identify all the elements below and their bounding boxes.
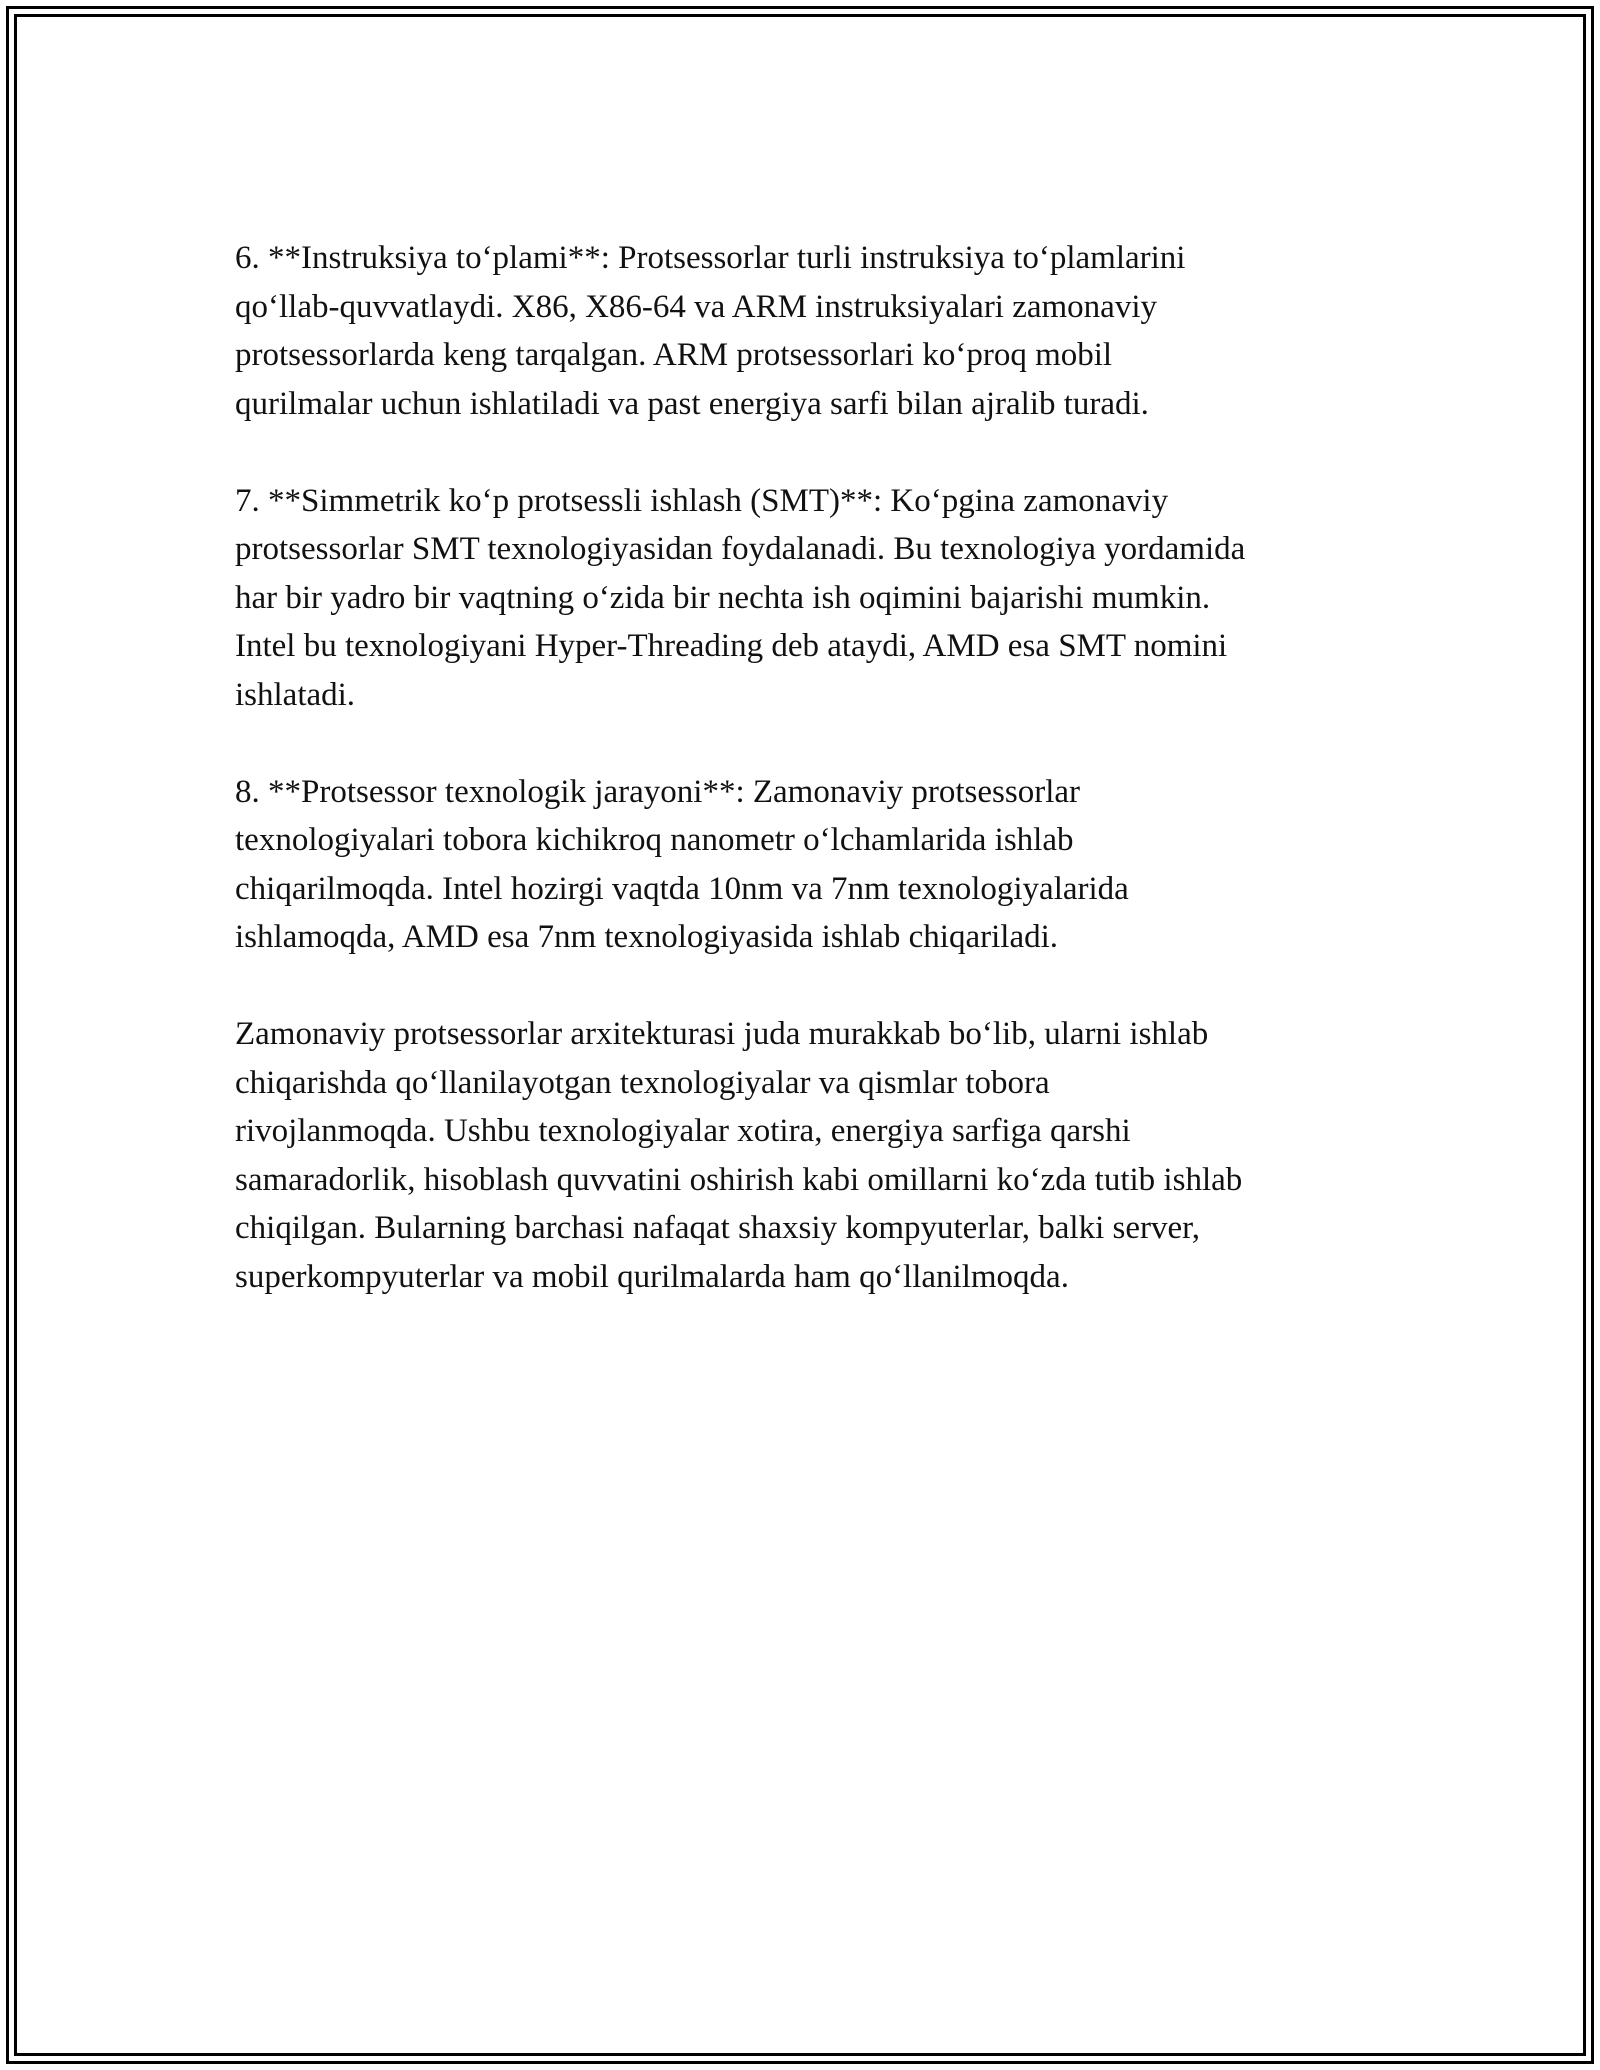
paragraph-instruction-set: 6. **Instruksiya to‘plami**: Protsessorlar turli instruksiya to‘plamlarini qo‘llab-quvvatlaydi. X86, X86-64 va ARM instruksiyalari zamonaviy protsessorlarda keng tarqalgan. ARM protsessorlari ko‘proq mobil qurilmalar uchun ishlatiladi va past energiya sarfi bilan ajralib turadi. (235, 240, 1186, 422)
document-body (235, 234, 1385, 1350)
paragraph-conclusion: Zamonaviy protsessorlar arxitekturasi juda murakkab bo‘lib, ularni ishlab chiqarishda qo‘llanilayotgan texnologiyalar va qismlar tobora rivojlanmoqda. Ushbu texnologiyalar xotira, energiya sarfiga qarshi samaradorlik, hisoblash quvvatini oshirish kabi omillarni ko‘zda tutib ishlab chiqilgan. Bularning barchasi nafaqat shaxsiy kompyuterlar, balki server, superkompyuterlar va mobil qurilmalarda ham qo‘llanilmoqda. (235, 1016, 1243, 1295)
paragraph-smt: 7. **Simmetrik ko‘p protsessli ishlash (SMT)**: Ko‘pgina zamonaviy protsessorlar SMT texnologiyasidan foydalanadi. Bu texnologiya yordamida har bir yadro bir vaqtning o‘zida bir nechta ish oqimini bajarishi mumkin. Intel bu texnologiyani Hyper-Threading deb ataydi, AMD esa SMT nomini ishlatadi. (235, 482, 1246, 713)
paragraph-process-technology: 8. **Protsessor texnologik jarayoni**: Zamonaviy protsessorlar texnologiyalari tobora kichikroq nanometr o‘lchamlarida ishlab chiqarilmoqda. Intel hozirgi vaqtda 10nm va 7nm texnologiyalarida ishlamoqda, AMD esa 7nm texnologiyasida ishlab chiqariladi. (235, 773, 1129, 955)
